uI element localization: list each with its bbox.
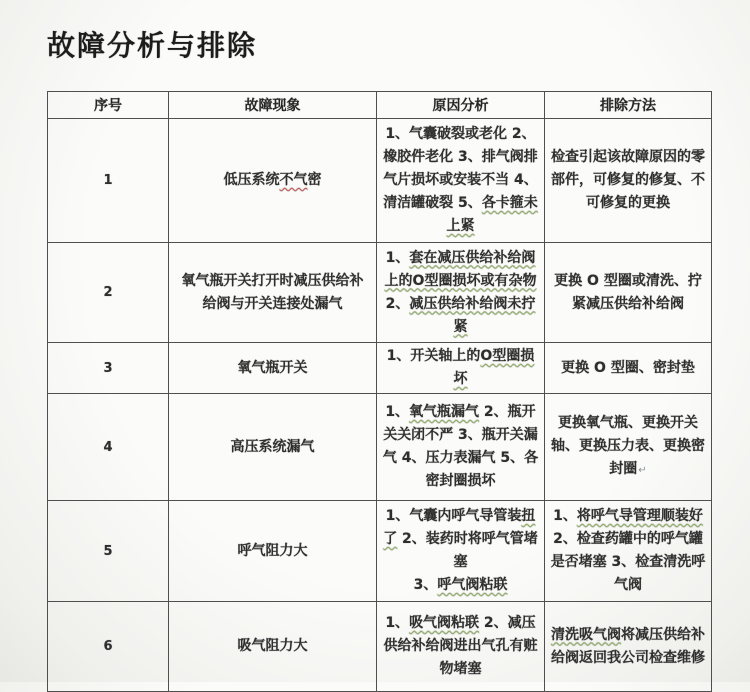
- cell-text: 将呼气导管理顺装好: [576, 508, 703, 524]
- cell-text: 1、: [553, 508, 577, 524]
- method-cell: [545, 602, 712, 692]
- cell-text: 吸气阻力大: [237, 638, 308, 654]
- cell-text: 2、检查药罐中的呼气罐是否堵塞 3、检查清洗呼气阀: [550, 531, 706, 593]
- cause-cell: [377, 501, 545, 602]
- cell-text: 各卡箍未上紧: [446, 195, 538, 234]
- cell-text: 1、: [385, 249, 410, 266]
- phenomenon-cell: [169, 394, 377, 501]
- table-row-5: [48, 501, 712, 602]
- cell-text: 呼气阻力大: [237, 542, 308, 559]
- cell-text: 减压供给补给阀未拧紧: [409, 295, 536, 335]
- method-cell: [545, 394, 712, 501]
- cell-text: 1、开关轴上的: [386, 348, 481, 364]
- cell-text: 3、: [413, 577, 438, 593]
- cell-text: O型圈损坏: [453, 348, 535, 387]
- table-row-4: [48, 394, 712, 501]
- table-body: [48, 119, 712, 692]
- cause-cell: [377, 343, 545, 394]
- cell-text: 氧气瓶开关打开时减压供给补给阀与开关连接处漏气: [181, 272, 364, 312]
- cell-text: 更换氧气瓶、更换开关轴、更换压力表、更换密封圈: [551, 415, 705, 477]
- cell-text: 套在减压供给补给阀上的O型圈损坏或有杂物: [384, 249, 537, 289]
- cause-cell: [377, 119, 545, 243]
- cell-text: 吸气阀粘联: [409, 615, 480, 631]
- phenomenon-cell: [169, 243, 377, 343]
- cell-text: 将减压供给补给阀返回我公司检查维修: [551, 626, 705, 666]
- method-cell: [545, 343, 712, 394]
- cause-cell: [377, 243, 545, 343]
- page-title: 故障分析与排除: [47, 29, 258, 62]
- serial-cell: 4: [48, 394, 169, 501]
- serial-cell: 5: [48, 501, 169, 602]
- cell-text: 密: [307, 172, 322, 188]
- cell-text: 1、气囊内呼气导管装: [385, 508, 522, 524]
- table-row-1: [48, 119, 712, 243]
- cell-text: 1、: [385, 404, 410, 420]
- cell-text: 2、瓶开关关闭不严 3、瓶开关漏气 4、压力表漏气 5、各密封圈损坏: [382, 404, 539, 489]
- cell-text: 2、减压供给补给阀进出气孔有赃物堵塞: [383, 615, 538, 677]
- cell-text: 高压系统漏气: [230, 438, 315, 455]
- header-row: [48, 92, 712, 119]
- phenomenon-cell: [169, 602, 377, 692]
- cell-text: 更换 O 型圈、密封垫: [561, 359, 695, 376]
- cause-cell: [377, 602, 545, 692]
- cell-text: 氧气瓶开关: [237, 359, 308, 376]
- phenomenon-cell: [169, 119, 377, 243]
- serial-cell: 3: [48, 343, 169, 394]
- column-header-1: 序号: [48, 92, 169, 119]
- table-row-3: [48, 343, 712, 394]
- phenomenon-cell: [169, 343, 377, 394]
- cell-text: 更换 O 型圈或清洗、拧紧减压供给补给阀: [554, 272, 702, 312]
- cell-text: 1、气囊破裂或老化 2、橡胶件老化 3、排气阀排气片损坏或安装不当 4、清洁罐破裂 5、: [383, 126, 538, 211]
- table-row-2: [48, 243, 712, 343]
- serial-cell: 6: [48, 602, 169, 692]
- cell-text: 检查引起该故障原因的零部件，可修复的修复、不可修复的更换: [551, 149, 705, 211]
- paragraph-mark: ↵: [638, 465, 647, 476]
- serial-cell: 2: [48, 243, 169, 343]
- serial-cell: 1: [48, 119, 169, 243]
- cause-cell: [377, 394, 545, 501]
- column-header-4: 排除方法: [545, 92, 712, 119]
- table-row-6: [48, 602, 712, 692]
- cell-text: 2、装药时将呼气管堵塞: [397, 531, 538, 570]
- cell-text: 清洗吸气阀: [551, 626, 621, 643]
- cell-text: 氧气瓶漏气: [409, 404, 480, 420]
- phenomenon-cell: [169, 501, 377, 602]
- cell-text: 2、: [385, 295, 410, 312]
- cell-text: 扭了: [383, 508, 536, 547]
- method-cell: [545, 119, 712, 243]
- fault-table: [47, 91, 712, 692]
- column-header-3: 原因分析: [377, 92, 545, 119]
- method-cell: [545, 243, 712, 343]
- cell-text: 呼气阀粘联: [437, 577, 508, 593]
- method-cell: [545, 501, 712, 602]
- column-header-2: 故障现象: [169, 92, 377, 119]
- cell-text: 低压系统: [223, 172, 280, 188]
- cell-text: 不气: [279, 172, 308, 188]
- cell-text: 1、: [385, 615, 410, 631]
